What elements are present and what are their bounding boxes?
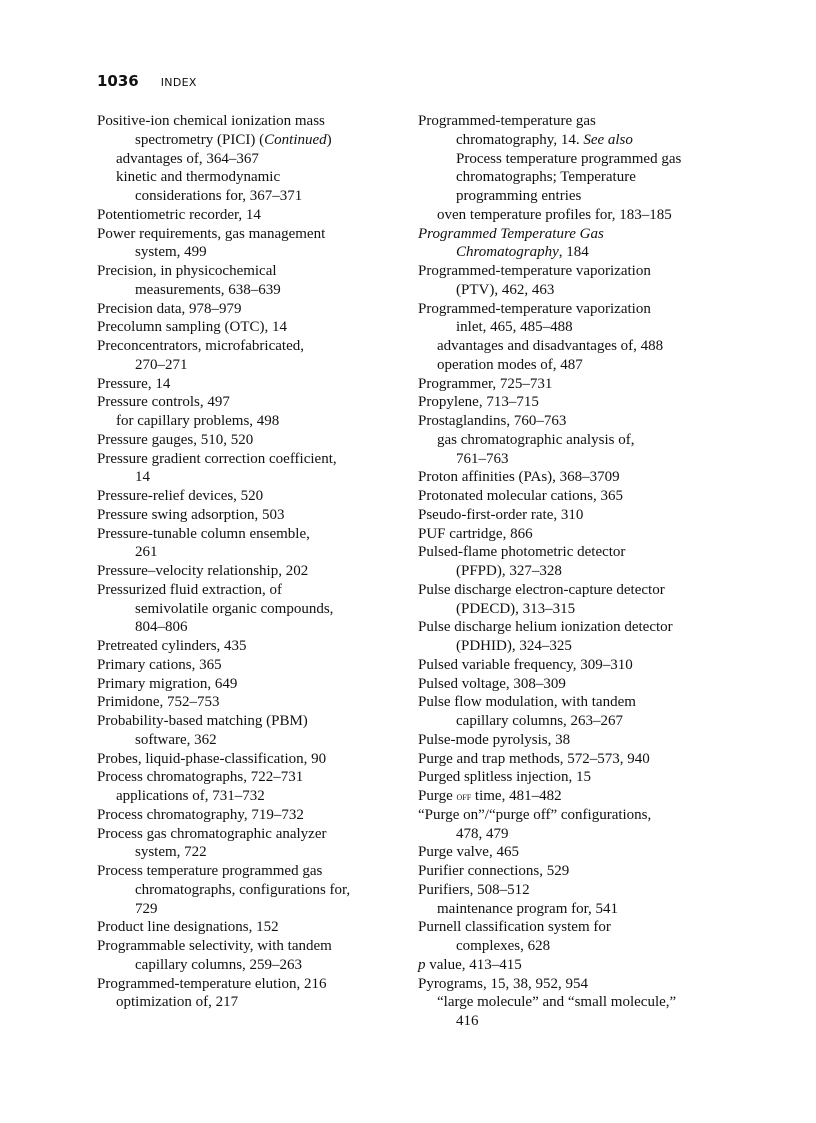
entry-text: 270–271 (135, 356, 188, 373)
entry-text: 261 (135, 544, 158, 561)
entry-text: Programmed-temperature elution, 216 (97, 975, 327, 992)
entry-text: Pseudo-first-order rate, 310 (418, 506, 584, 523)
index-entry (97, 768, 397, 787)
entry-text: software, 362 (135, 731, 217, 748)
index-entry (97, 750, 397, 769)
index-entry (418, 468, 728, 487)
index-entry (418, 393, 728, 412)
entry-text: chromatographs, configurations for, (135, 881, 351, 898)
index-entry (418, 956, 728, 975)
index-entry (97, 562, 397, 581)
entry-text: PUF cartridge, 866 (418, 525, 533, 542)
index-entry (418, 262, 728, 281)
index-subentry (97, 618, 397, 637)
entry-text: Purifier connections, 529 (418, 863, 570, 879)
index-subentry (418, 131, 728, 150)
running-head: INDEX (160, 76, 197, 89)
index-entry (97, 393, 397, 412)
entry-text: Pulsed variable frequency, 309–310 (418, 656, 633, 673)
entry-text: Process chromatographs, 722–731 (97, 769, 304, 786)
entry-text: Pressure controls, 497 (97, 394, 230, 411)
index-entry (97, 693, 397, 712)
entry-text: Protonated molecular cations, 365 (418, 488, 623, 504)
entry-text: Purnell classification system for (418, 919, 611, 936)
index-entry (97, 450, 397, 469)
entry-text: Pulse-mode pyrolysis, 38 (418, 731, 571, 748)
index-entry (418, 806, 728, 825)
index-entry (418, 618, 728, 637)
index-subentry (418, 187, 728, 206)
entry-text: Primary cations, 365 (97, 656, 222, 673)
entry-text: Process temperature programmed gas (97, 863, 323, 879)
entry-text: Pressure-tunable column ensemble, (97, 525, 310, 542)
entry-text: Propylene, 713–715 (418, 394, 539, 411)
index-entry (418, 693, 728, 712)
index-entry (418, 543, 728, 562)
entry-text: Power requirements, gas management (97, 225, 326, 242)
index-subentry (97, 787, 397, 806)
entry-text: Proton affinities (PAs), 368–3709 (418, 469, 620, 486)
entry-text-after: , 184 (558, 244, 589, 261)
index-subentry (418, 243, 728, 262)
entry-text: Pulsed voltage, 308–309 (418, 675, 566, 692)
entry-text: Product line designations, 152 (97, 919, 279, 936)
index-entry (418, 787, 728, 806)
entry-text: Purge and trap methods, 572–573, 940 (418, 750, 650, 767)
entry-text: Pyrograms, 15, 38, 952, 954 (418, 975, 588, 992)
entry-text: Purifiers, 508–512 (418, 881, 530, 898)
index-entry (418, 506, 728, 525)
entry-text: Pulse discharge helium ionization detector (418, 619, 673, 636)
index-subentry (418, 168, 728, 187)
entry-italic-text: p (418, 956, 426, 973)
index-entry (418, 768, 728, 787)
entry-text: system, 499 (135, 244, 207, 261)
entry-smallcaps-text: off (456, 789, 472, 803)
entry-text: maintenance program for, 541 (437, 900, 618, 917)
index-entry (418, 112, 728, 131)
index-subentry (97, 281, 397, 300)
index-subentry (97, 243, 397, 262)
index-subentry (418, 993, 728, 1012)
entry-text: kinetic and thermodynamic (116, 169, 281, 186)
entry-text: operation modes of, 487 (437, 356, 583, 373)
index-entry (97, 300, 397, 319)
index-subentry (97, 993, 397, 1012)
index-subentry (97, 412, 397, 431)
index-subentry (418, 637, 728, 656)
index-entry (418, 581, 728, 600)
index-column-right (418, 112, 728, 1031)
entry-text: Potentiometric recorder, 14 (97, 206, 261, 223)
entry-text: advantages of, 364–367 (116, 150, 259, 167)
index-subentry (97, 356, 397, 375)
index-column-left (97, 112, 397, 1012)
index-entry (418, 750, 728, 769)
entry-text: Pressure gradient correction coefficient, (97, 450, 337, 467)
entry-text: (PDECD), 313–315 (456, 600, 576, 617)
index-entry (97, 918, 397, 937)
entry-text-after: ) (326, 131, 332, 148)
entry-text: complexes, 628 (456, 938, 551, 954)
index-subentry (97, 600, 397, 619)
entry-text: Pulse flow modulation, with tandem (418, 694, 636, 711)
entry-text: (PTV), 462, 463 (456, 281, 555, 298)
entry-text: Purge valve, 465 (418, 844, 519, 861)
entry-text: Prostaglandins, 760–763 (418, 413, 567, 429)
entry-italic-text: Chromatography (456, 244, 559, 261)
entry-text: Positive-ion chemical ionization mass (97, 113, 325, 129)
index-entry (418, 675, 728, 694)
index-entry (418, 412, 728, 431)
entry-text: capillary columns, 259–263 (135, 956, 303, 973)
index-entry (97, 318, 397, 337)
entry-text: Primidone, 752–753 (97, 694, 220, 711)
index-entry (418, 881, 728, 900)
index-entry (97, 862, 397, 881)
index-entry (97, 675, 397, 694)
index-subentry (418, 825, 728, 844)
entry-text: Pressure gauges, 510, 520 (97, 431, 254, 448)
index-subentry (97, 168, 397, 187)
index-entry (97, 487, 397, 506)
index-subentry (418, 600, 728, 619)
entry-italic-text: See also (583, 131, 633, 148)
index-entry (418, 525, 728, 544)
entry-text: Probes, liquid-phase-classification, 90 (97, 750, 327, 767)
index-entry (418, 487, 728, 506)
index-entry (97, 206, 397, 225)
index-subentry (418, 356, 728, 375)
entry-text: 729 (135, 900, 158, 917)
entry-text: 761–763 (456, 450, 509, 467)
entry-text: Pretreated cylinders, 435 (97, 638, 247, 654)
index-entry (97, 431, 397, 450)
entry-text-after: time, 481–482 (471, 788, 562, 804)
index-entry (418, 731, 728, 750)
entry-text: Pressure swing adsorption, 503 (97, 506, 285, 523)
entry-text: Pressure–velocity relationship, 202 (97, 563, 309, 579)
entry-italic-text: Continued (264, 131, 327, 148)
entry-text: Purge (418, 788, 457, 804)
index-entry (418, 975, 728, 994)
entry-text: 478, 479 (456, 825, 509, 842)
entry-text: Programmed-temperature vaporization (418, 300, 651, 317)
index-entry (97, 937, 397, 956)
index-entry (418, 375, 728, 394)
index-entry (418, 225, 728, 244)
entry-text-after: value, 413–415 (425, 956, 522, 973)
entry-text: Precolumn sampling (OTC), 14 (97, 319, 287, 336)
entry-text: Pressure-relief devices, 520 (97, 488, 264, 504)
entry-text: 14 (135, 469, 150, 486)
index-entry (97, 581, 397, 600)
entry-text: (PDHID), 324–325 (456, 638, 572, 654)
index-entry (418, 862, 728, 881)
index-subentry (97, 881, 397, 900)
index-entry (97, 525, 397, 544)
index-subentry (418, 318, 728, 337)
entry-text: Pressure, 14 (97, 375, 171, 392)
index-subentry (97, 843, 397, 862)
page-header (97, 72, 197, 92)
entry-text: chromatographs; Temperature (456, 169, 636, 186)
index-entry (97, 712, 397, 731)
entry-text: semivolatile organic compounds, (135, 600, 334, 617)
index-entry (97, 825, 397, 844)
index-entry (97, 806, 397, 825)
index-subentry (97, 468, 397, 487)
entry-text: Purged splitless injection, 15 (418, 769, 592, 786)
index-subentry (418, 562, 728, 581)
entry-italic-text: Programmed Temperature Gas (418, 225, 604, 242)
entry-text: Programmer, 725–731 (418, 375, 553, 392)
index-entry (97, 225, 397, 244)
entry-text: chromatography, 14. (456, 131, 584, 148)
entry-text: programming entries (456, 188, 582, 204)
index-entry (418, 656, 728, 675)
index-subentry (418, 281, 728, 300)
page-number: 1036 (97, 72, 139, 90)
index-entry (97, 375, 397, 394)
index-subentry (97, 900, 397, 919)
entry-text: (PFPD), 327–328 (456, 563, 562, 579)
entry-text: Primary migration, 649 (97, 675, 238, 692)
index-entry (418, 300, 728, 319)
entry-text: considerations for, 367–371 (135, 188, 303, 204)
entry-text: measurements, 638–639 (135, 281, 281, 298)
entry-text: for capillary problems, 498 (116, 413, 280, 429)
index-entry (97, 112, 397, 131)
entry-text: spectrometry (PICI) ( (135, 131, 265, 148)
index-subentry (418, 150, 728, 169)
index-entry (97, 656, 397, 675)
index-entry (97, 262, 397, 281)
index-subentry (97, 956, 397, 975)
entry-text: system, 722 (135, 844, 207, 861)
entry-text: Pulsed-flame photometric detector (418, 544, 626, 561)
entry-text: Process temperature programmed gas (456, 150, 682, 167)
index-entry (418, 918, 728, 937)
index-entry (97, 337, 397, 356)
index-subentry (97, 131, 397, 150)
entry-text: applications of, 731–732 (116, 788, 265, 804)
entry-text: inlet, 465, 485–488 (456, 319, 573, 336)
entry-text: 804–806 (135, 619, 188, 636)
entry-text: capillary columns, 263–267 (456, 713, 624, 729)
entry-text: Precision data, 978–979 (97, 300, 242, 317)
index-subentry (97, 187, 397, 206)
index-entry (97, 506, 397, 525)
entry-text: Programmable selectivity, with tandem (97, 938, 332, 954)
index-subentry (418, 900, 728, 919)
entry-text: “large molecule” and “small molecule,” (437, 994, 677, 1011)
index-subentry (418, 431, 728, 450)
entry-text: Precision, in physicochemical (97, 263, 277, 279)
entry-text: 416 (456, 1013, 479, 1029)
entry-text: gas chromatographic analysis of, (437, 431, 635, 448)
entry-text: “Purge on”/“purge off” configurations, (418, 806, 652, 823)
index-entry (97, 975, 397, 994)
index-subentry (418, 937, 728, 956)
entry-text: Pressurized fluid extraction, of (97, 581, 282, 598)
index-subentry (418, 337, 728, 356)
entry-text: advantages and disadvantages of, 488 (437, 338, 664, 354)
index-entry (418, 843, 728, 862)
index-subentry (97, 543, 397, 562)
index-subentry (97, 150, 397, 169)
index-subentry (418, 450, 728, 469)
entry-text: Preconcentrators, microfabricated, (97, 338, 304, 354)
index-subentry (418, 712, 728, 731)
entry-text: Programmed-temperature vaporization (418, 263, 651, 279)
entry-text: Programmed-temperature gas (418, 113, 596, 129)
entry-text: oven temperature profiles for, 183–185 (437, 206, 672, 223)
index-subentry (418, 1012, 728, 1031)
entry-text: Pulse discharge electron-capture detector (418, 581, 665, 598)
entry-text: Process chromatography, 719–732 (97, 806, 304, 823)
entry-text: Probability-based matching (PBM) (97, 713, 308, 729)
index-subentry (97, 731, 397, 750)
index-entry (97, 637, 397, 656)
index-subentry (418, 206, 728, 225)
entry-text: Process gas chromatographic analyzer (97, 825, 327, 842)
entry-text: optimization of, 217 (116, 994, 239, 1011)
